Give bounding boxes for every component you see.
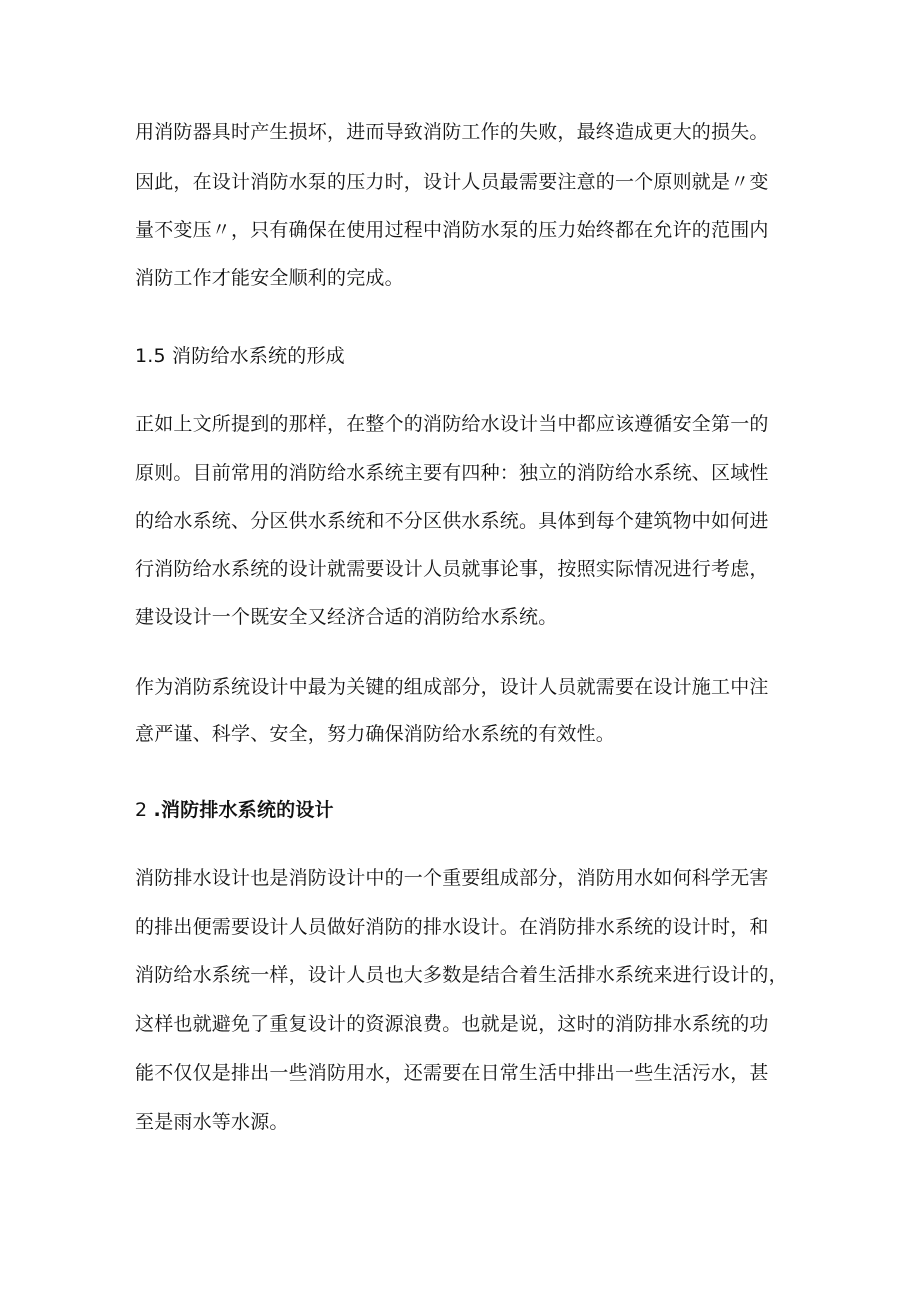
section-heading-2 bbox=[135, 798, 334, 822]
paragraph-4-line-3: 消防给水系统一样，设计人员也大多数是结合着生活排水系统来进行设计的， bbox=[135, 964, 788, 986]
paragraph-4-line-4: 这样也就避免了重复设计的资源浪费。也就是说，这时的消防排水系统的功 bbox=[135, 1013, 769, 1035]
paragraph-2-line-3: 的给水系统、分区供水系统和不分区供水系统。具体到每个建筑物中如何进 bbox=[135, 510, 769, 532]
section-heading-2-title: .消防排水系统的设计 bbox=[153, 799, 334, 821]
paragraph-2-line-2: 原则。目前常用的消防给水系统主要有四种：独立的消防给水系统、区域性 bbox=[135, 462, 769, 484]
paragraph-4-line-5: 能不仅仅是排出一些消防用水，还需要在日常生活中排出一些生活污水，甚 bbox=[135, 1062, 769, 1084]
paragraph-3-line-1: 作为消防系统设计中最为关键的组成部分，设计人员就需要在设计施工中注 bbox=[135, 676, 769, 698]
paragraph-1-line-1: 用消防器具时产生损坏，进而导致消防工作的失败，最终造成更大的损失。 bbox=[135, 121, 769, 143]
paragraph-2-line-4: 行消防给水系统的设计就需要设计人员就事论事，按照实际情况进行考虑， bbox=[135, 558, 769, 580]
paragraph-4-line-2: 的排出便需要设计人员做好消防的排水设计。在消防排水系统的设计时，和 bbox=[135, 916, 769, 938]
paragraph-4-line-6: 至是雨水等水源。 bbox=[135, 1111, 289, 1133]
paragraph-3-line-2: 意严谨、科学、安全，努力确保消防给水系统的有效性。 bbox=[135, 723, 616, 745]
paragraph-1-line-2: 因此，在设计消防水泵的压力时，设计人员最需要注意的一个原则就是〃变 bbox=[135, 171, 769, 193]
section-heading-2-number: 2 bbox=[135, 799, 154, 821]
paragraph-2-line-1: 正如上文所提到的那样，在整个的消防给水设计当中都应该遵循安全第一的 bbox=[135, 413, 769, 435]
paragraph-1-line-3: 量不变压〃，只有确保在使用过程中消防水泵的压力始终都在允许的范围内 bbox=[135, 219, 769, 241]
paragraph-2-line-5: 建设设计一个既安全又经济合适的消防给水系统。 bbox=[135, 606, 558, 628]
section-heading-1-5: 1.5 消防给水系统的形成 bbox=[135, 345, 345, 367]
paragraph-1-line-4: 消防工作才能安全顺利的完成。 bbox=[135, 267, 404, 289]
paragraph-4-line-1: 消防排水设计也是消防设计中的一个重要组成部分，消防用水如何科学无害 bbox=[135, 867, 769, 889]
